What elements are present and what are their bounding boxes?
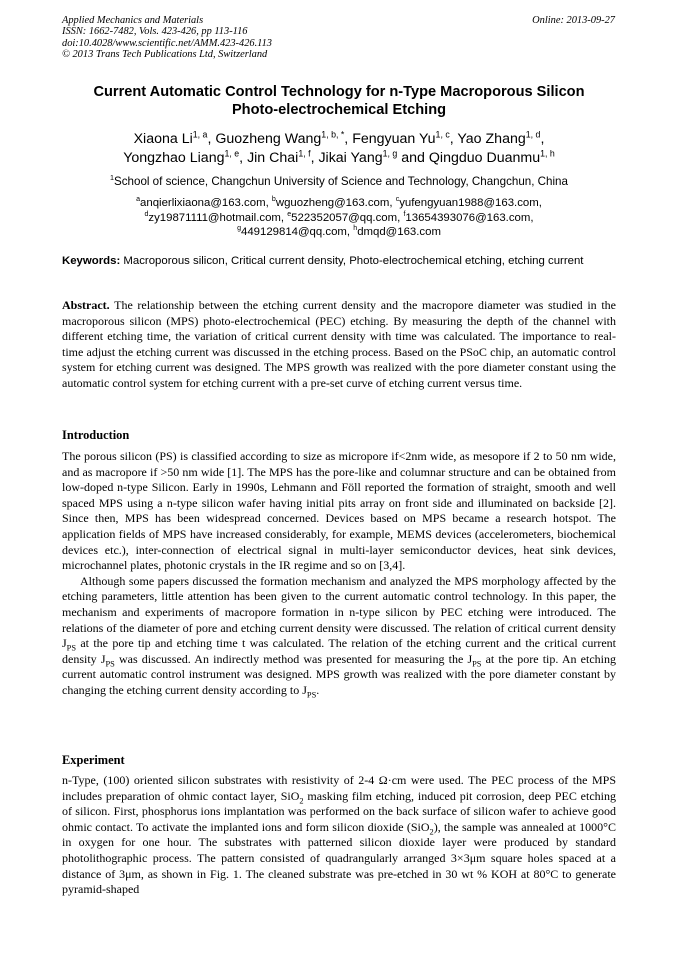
title-line-2: Photo-electrochemical Etching — [231, 102, 447, 118]
author-conjunction: and — [401, 150, 425, 166]
author-affil-mark: 1, b, * — [321, 129, 345, 140]
intro-paragraph-1: The porous silicon (PS) is classified according to size as micropore if<2nm wide, as mesopore if 2 to 50 nm wide, and as macropore if >50 nm wide [1]. The MPS has the pore-like and columnar structure and can be obtained from low-doped n-type Silicon. Early in 1990s, Lehmann and Föll reported the formation of straight, smooth and well spaced MPS using a n-type silicon wafer having initial pits array on front side and illuminated on backside [2]. Since then, MPS has been widespread concerned. Devices based on MPS became a research hotspot. The application fields of MPS have increased considerably, for example, MEMS devices (accelerometers, biochemical devices etc.), inter-connection of electrical signal in multi-layer semiconductor devices, heat sink devices, microchannel plates, photonic crystals in the IR regime and so on [3,4]. — [62, 449, 616, 573]
abstract — [62, 298, 616, 392]
author-affil-mark: 1, a — [192, 129, 208, 140]
author-name: Xiaona Li — [133, 131, 193, 147]
intro-paragraph-2: Although some papers discussed the formation mechanism and analyzed the MPS morphology affected by the etching parameters, little attention has been given to the current automatic control technology. In this paper, the mechanism and experiments of macropore formation in n-type silicon by PEC etching were introduced. The relations of the diameter of pore and etching current density were discussed. The relation of critical current density $J_{PS}$ at the pore tip and etching time t was calculated. The relation of the etching current and the critical current density $J_{PS}$ was discussed. An indirectly method was presented for measuring the $J_{PS}$ at the pore tip. An etching current automatic control instrument was designed. MPS growth was realized with the pore diameter constant by changing the etching current density according to $J_{PS}$. — [62, 573, 616, 700]
email: anqierlixiaona@163.com, — [140, 197, 269, 209]
experiment-heading: Experiment — [62, 753, 125, 767]
doi-line: doi:10.4028/www.scientific.net/AMM.423-426.113 — [62, 37, 272, 49]
affiliation-text: School of science, Changchun University of Science and Technology, Changchun, China — [114, 175, 568, 188]
copyright-line: © 2013 Trans Tech Publications Ltd, Switzerland — [62, 49, 268, 61]
keywords-label: Keywords: — [62, 255, 121, 267]
email: zy19871111@hotmail.com, — [148, 211, 285, 224]
email: 522352057@qq.com, — [291, 211, 401, 224]
author-affil-mark: 1, h — [540, 148, 555, 159]
introduction-body — [62, 449, 616, 699]
keywords — [62, 254, 616, 269]
author-name: Yao Zhang — [457, 131, 526, 147]
email-list: $^a$anqierlixiaona@163.com, $^b$wguozheng@163.com, $^c$yufengyuan1988@163.com, $^d$zy19871111@hotmail.com, $^e$522352057@qq.com, $^f$13654393076@163.com, $^g$449129814@qq.com, $^h$dmqd@163.com — [136, 196, 542, 238]
abstract-label: Abstract. — [62, 298, 110, 312]
experiment-body — [62, 773, 616, 898]
author-list: Xiaona Li$^{1, a}$, Guozheng Wang$^{1, b, *}$, Fengyuan Yu$^{1, c}$, Yao Zhang$^{1, d}$, Yongzhao Liang$^{1, e}$, Jin Chai$^{1, f}$, Jikai Yang$^{1, g}$ and Qingduo Duanmu$^{1, h}$ — [123, 129, 555, 166]
author-affil-mark: 1, e — [224, 148, 240, 159]
journal-name: Applied Mechanics and Materials — [62, 15, 204, 26]
title-line-1: Current Automatic Control Technology for n-Type Macroporous Silicon — [93, 84, 585, 100]
author-name: Yongzhao Liang — [123, 150, 225, 166]
email: dmqd@163.com — [357, 226, 441, 238]
author-affil-mark: 1, d — [525, 129, 541, 140]
introduction-heading: Introduction — [62, 428, 130, 442]
author-affil-mark: 1, f — [298, 148, 311, 159]
email: wguozheng@163.com, — [275, 197, 393, 209]
experiment-paragraph: n-Type, (100) oriented silicon substrates with resistivity of 2-4 Ω·cm were used. The PEC process of the MPS includes preparation of ohmic contact layer, SiO$_2$ masking film etching, induced pit corrosion, deep PEC etching of silicon. First, phosphorus ions implantation was performed on the back surface of silicon wafer to achieve good ohmic contact. To activate the implanted ions and form silicon dioxide (SiO$_2$), the sample was annealed at 1000°C in oxygen for one hour. The substrates with patterned silicon dioxide layer were produced by standard photolithographic process. The pattern consisted of quadrangularly arranged 3×3μm square holes spaced at a distance of 3μm, as shown in Fig. 1. The cleaned substrate was pre-etched in 30 wt % KOH at 80°C to generate pyramid-shaped — [62, 773, 616, 897]
affiliation-mark: 1 — [110, 173, 115, 183]
email: yufengyuan1988@163.com, — [399, 197, 542, 209]
keywords-text: Macroporous silicon, Critical current density, Photo-electrochemical etching, etching current — [123, 255, 584, 267]
email: 449129814@qq.com, — [240, 226, 351, 238]
author-name: Qingduo Duanmu — [428, 150, 541, 166]
author-name: Guozheng Wang — [215, 131, 322, 147]
journal-info — [62, 15, 272, 61]
author-affil-mark: 1, g — [382, 148, 398, 159]
issn-line: ISSN: 1662-7482, Vols. 423-426, pp 113-116 — [62, 26, 248, 38]
author-affil-mark: 1, c — [435, 129, 450, 140]
author-name: Jikai Yang — [318, 150, 383, 166]
online-date: Online: 2013-09-27 — [532, 15, 615, 26]
affiliation — [62, 175, 616, 189]
email: 13654393076@163.com, — [405, 211, 534, 224]
paper-title — [62, 83, 616, 119]
author-name: Jin Chai — [247, 150, 299, 166]
abstract-text: The relationship between the etching current density and the macropore diameter was studied in the macroporous silicon (MPS) photo-electrochemical (PEC) etching. By measuring the depth of the channel with different etching time, the variation of critical current density with time was calculated. The importance to real-time adjust the etching current was discussed in the etching process. Based on the PSoC chip, an automatic control system for etching current was designed. The MPS growth was realized with the pore diameter constant using the automatic control system for etching current with a pre-set curve of etching current versus time. — [62, 298, 616, 390]
author-name: Fengyuan Yu — [352, 131, 436, 147]
